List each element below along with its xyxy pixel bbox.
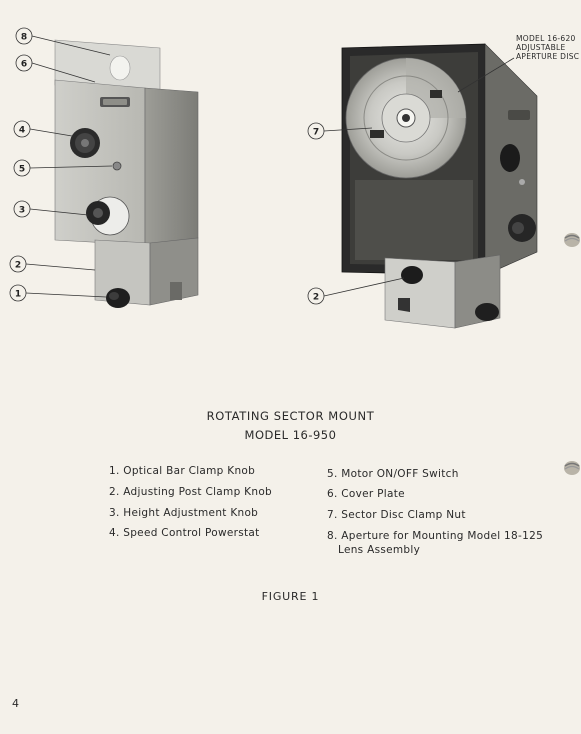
legend-item-6: 6. Cover Plate bbox=[327, 488, 405, 500]
callout-4: 4 bbox=[18, 125, 26, 136]
legend-item-5: 5. Motor ON/OFF Switch bbox=[327, 468, 459, 480]
legend-item-2: 2. Adjusting Post Clamp Knob bbox=[109, 486, 273, 498]
aperture-disc-label bbox=[516, 34, 579, 61]
aperture-disc-label-line-1: MODEL 16-620 bbox=[516, 34, 576, 43]
callout-5: 5 bbox=[18, 164, 26, 175]
binder-hole-bottom bbox=[562, 458, 581, 478]
binder-hole-top bbox=[562, 230, 581, 250]
callout-2-right: 2 bbox=[312, 292, 320, 303]
callout-8: 8 bbox=[20, 32, 28, 43]
legend-item-8-continued: Lens Assembly bbox=[338, 544, 421, 556]
legend-item-4: 4. Speed Control Powerstat bbox=[109, 527, 260, 539]
caption-title: ROTATING SECTOR MOUNT bbox=[206, 409, 375, 423]
left-unit bbox=[55, 40, 198, 308]
callout-1: 1 bbox=[14, 289, 22, 300]
callout-7: 7 bbox=[312, 127, 320, 138]
legend-item-7: 7. Sector Disc Clamp Nut bbox=[327, 509, 466, 521]
page-number: 4 bbox=[12, 697, 19, 710]
callout-2-left: 2 bbox=[14, 260, 22, 271]
aperture-disc-label-line-2: ADJUSTABLE bbox=[516, 43, 566, 52]
callout-3: 3 bbox=[18, 205, 26, 216]
figure-label: FIGURE 1 bbox=[261, 590, 320, 603]
device-photographs bbox=[0, 0, 581, 340]
caption-model: MODEL 16-950 bbox=[244, 428, 337, 442]
legend-item-3: 3. Height Adjustment Knob bbox=[109, 507, 259, 519]
legend-item-1: 1. Optical Bar Clamp Knob bbox=[109, 465, 256, 477]
aperture-disc-label-line-3: APERTURE DISC bbox=[516, 52, 580, 61]
right-callout-numbers bbox=[313, 128, 319, 303]
legend-item-8: 8. Aperture for Mounting Model 18-125 bbox=[327, 530, 544, 542]
callout-6: 6 bbox=[20, 59, 28, 70]
left-callout-numbers bbox=[15, 33, 27, 300]
